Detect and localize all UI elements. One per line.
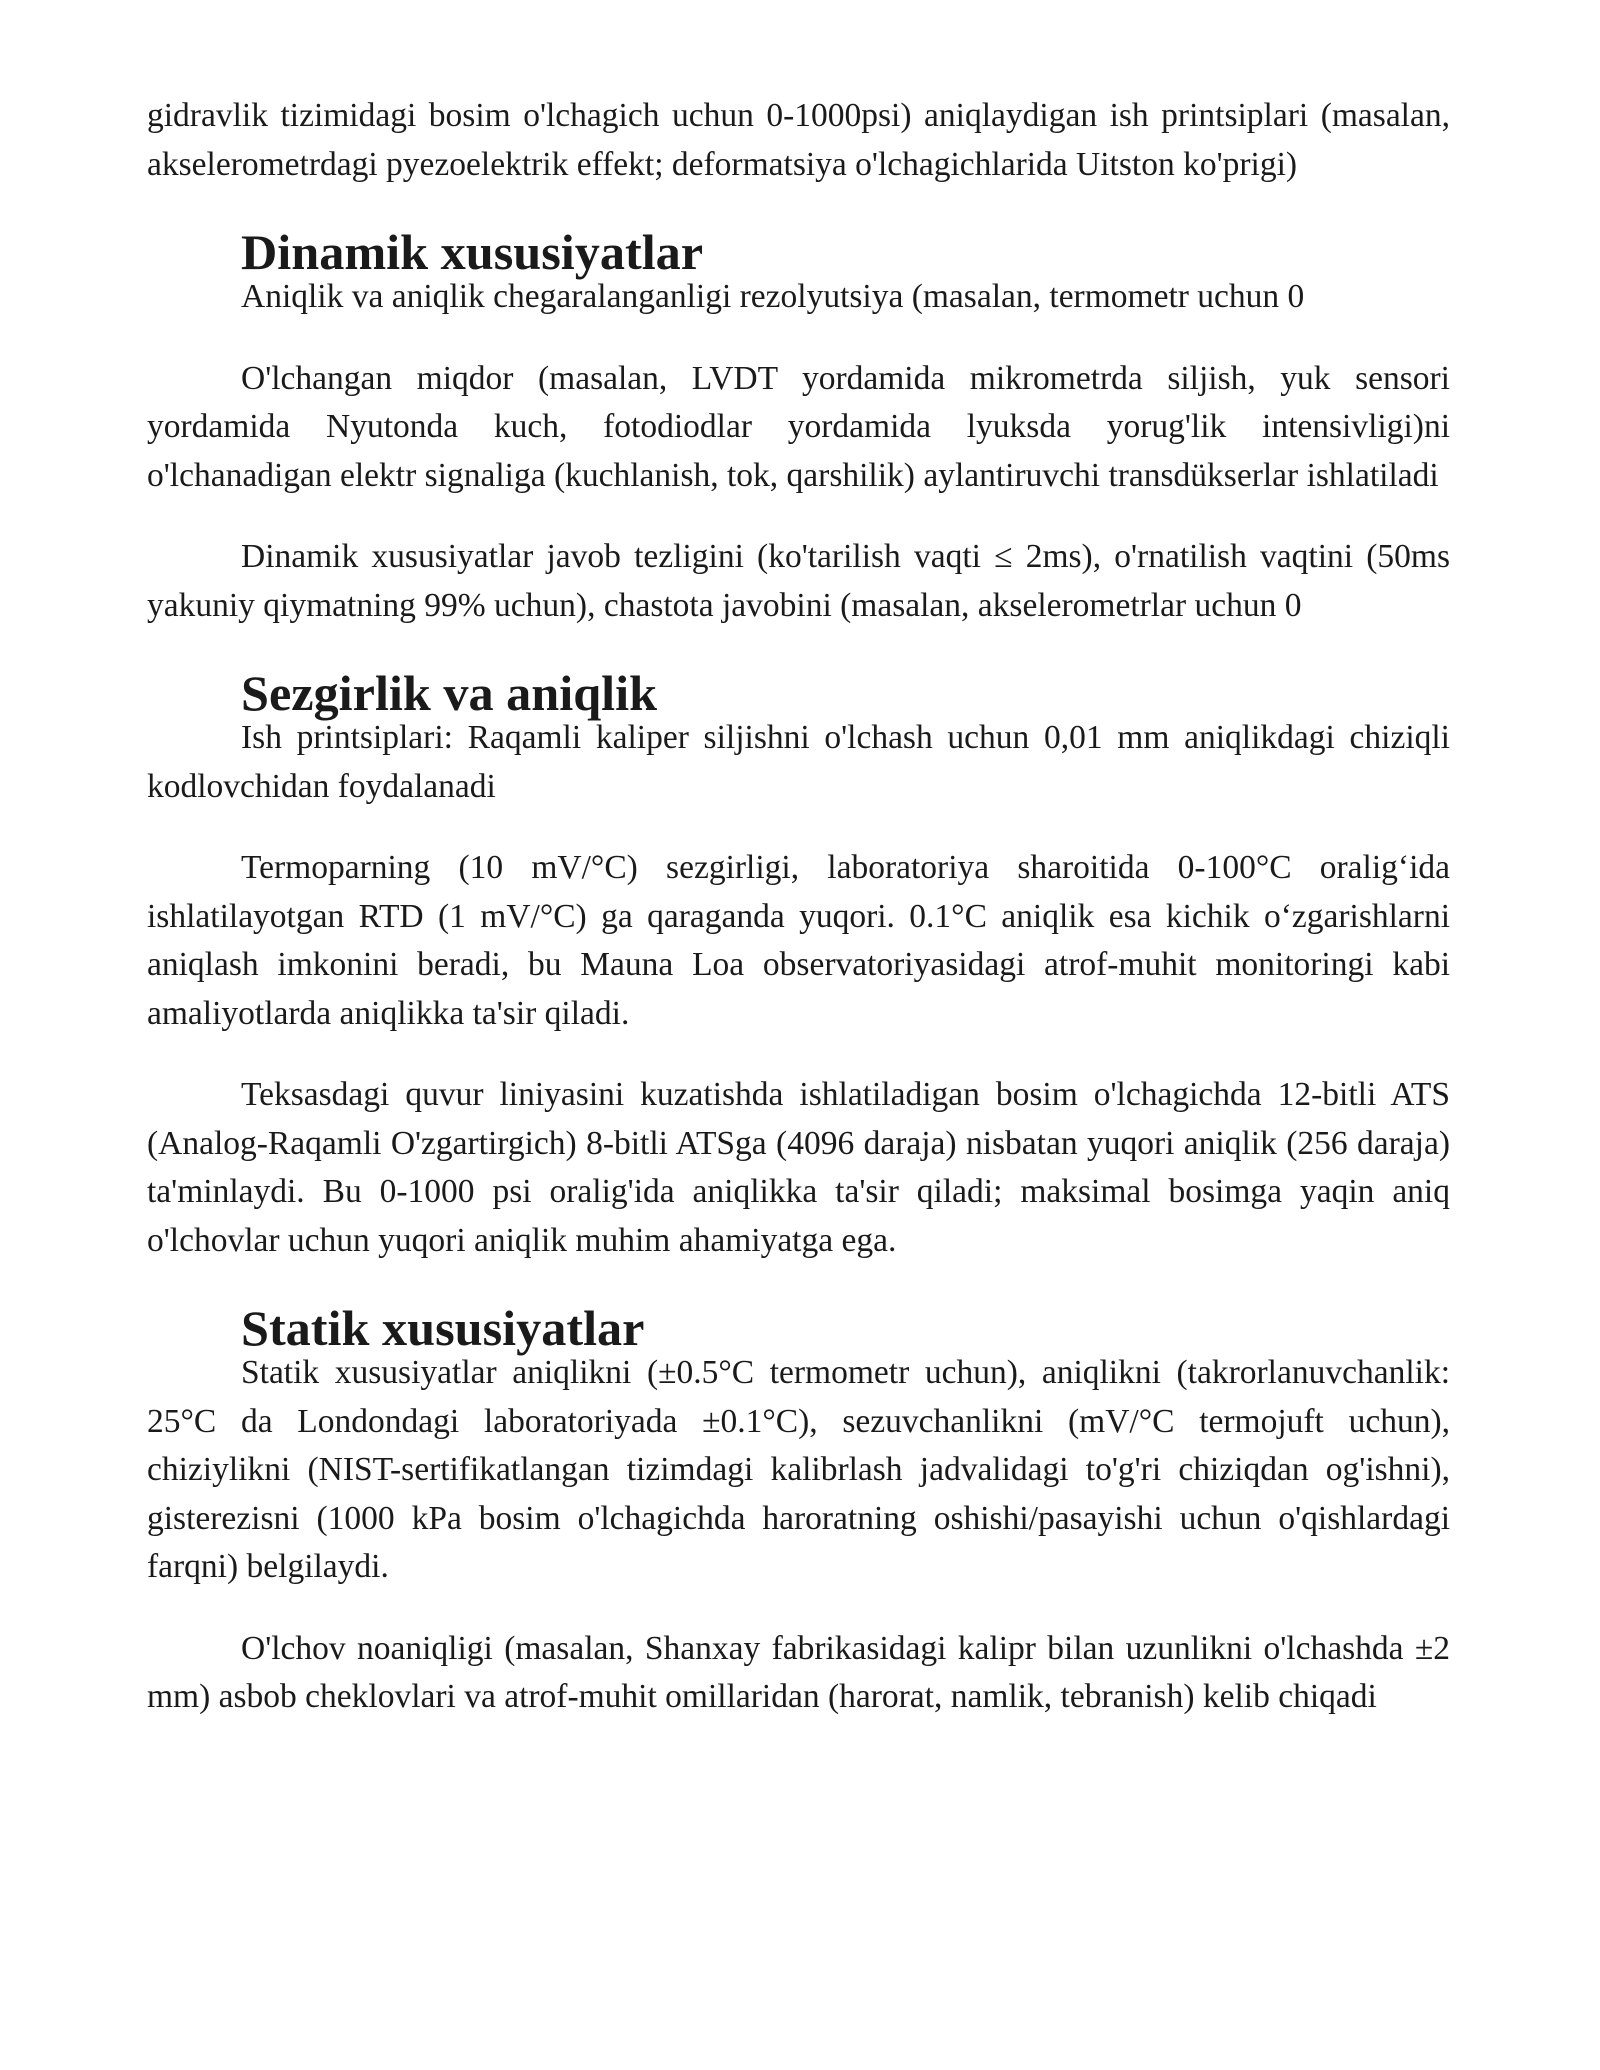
document-page bbox=[147, 92, 1450, 1722]
section-heading: Statik xususiyatlar bbox=[241, 1300, 645, 1356]
paragraph: O'lchangan miqdor (masalan, LVDT yordamida mikrometrda siljish, yuk sensori yordamida Nyutonda kuch, fotodiodlar yordamida lyuksda yorug'lik intensivligi)ni o'lchanadigan elektr signaliga (kuchlanish, tok, qarshilik) aylantiruvchi transdükserlar ishlatiladi bbox=[147, 359, 1450, 494]
intro-paragraph: gidravlik tizimidagi bosim o'lchagich uchun 0-1000psi) aniqlaydigan ish printsiplari (masalan, akselerometrdagi pyezoelektrik effekt; deformatsiya o'lchagichlarida Uitston ko'prigi) bbox=[147, 97, 1450, 183]
section-heading: Sezgirlik va aniqlik bbox=[241, 665, 658, 721]
paragraph: Statik xususiyatlar aniqlikni (±0.5°C termometr uchun), aniqlikni (takrorlanuvchanlik: 25°C da Londondagi laboratoriyada ±0.1°C), sezuvchanlikni (mV/°C termojuft uchun), chiziylikni (NIST-sertifikatlangan tizimdagi kalibrlash jadvalidagi to'g'ri chiziqdan og'ishni), gisterezisni (1000 kPa bosim o'lchagichda haroratning oshishi/pasayishi uchun o'qishlardagi farqni) belgilaydi. bbox=[147, 1354, 1450, 1585]
section-dinamik bbox=[147, 224, 1450, 630]
paragraph: O'lchov noaniqligi (masalan, Shanxay fabrikasidagi kalipr bilan uzunlikni o'lchashda ±2 mm) asbob cheklovlari va atrof-muhit omillaridan (harorat, namlik, tebranish) kelib chiqadi bbox=[147, 1629, 1450, 1715]
paragraph: Dinamik xususiyatlar javob tezligini (ko'tarilish vaqti ≤ 2ms), o'rnatilish vaqtini (50ms yakuniy qiymatning 99% uchun), chastota javobini (masalan, akselerometrlar uchun 0 bbox=[147, 538, 1450, 624]
paragraph: Ish printsiplari: Raqamli kaliper siljishni o'lchash uchun 0,01 mm aniqlikdagi chiziqli kodlovchidan foydalanadi bbox=[147, 719, 1450, 805]
paragraph: Teksasdagi quvur liniyasini kuzatishda ishlatiladigan bosim o'lchagichda 12-bitli ATS (Analog-Raqamli O'zgartirgich) 8-bitli ATSga (4096 daraja) nisbatan yuqori aniqlik (256 daraja) ta'minlaydi. Bu 0-1000 psi oralig'ida aniqlikka ta'sir qiladi; maksimal bosimga yaqin aniq o'lchovlar uchun yuqori aniqlik muhim ahamiyatga ega. bbox=[147, 1076, 1450, 1259]
section-sezgirlik bbox=[147, 665, 1450, 1265]
section-heading: Dinamik xususiyatlar bbox=[241, 224, 704, 280]
paragraph: Aniqlik va aniqlik chegaralanganligi rezolyutsiya (masalan, termometr uchun 0 bbox=[241, 278, 1305, 315]
paragraph: Termoparning (10 mV/°C) sezgirligi, laboratoriya sharoitida 0-100°C oralig‘ida ishlatilayotgan RTD (1 mV/°C) ga qaraganda yuqori. 0.1°C aniqlik esa kichik o‘zgarishlarni aniqlash imkonini beradi, bu Mauna Loa observatoriyasidagi atrof-muhit monitoringi kabi amaliyotlarda aniqlikka ta'sir qiladi. bbox=[147, 849, 1450, 1032]
section-statik bbox=[147, 1300, 1450, 1722]
